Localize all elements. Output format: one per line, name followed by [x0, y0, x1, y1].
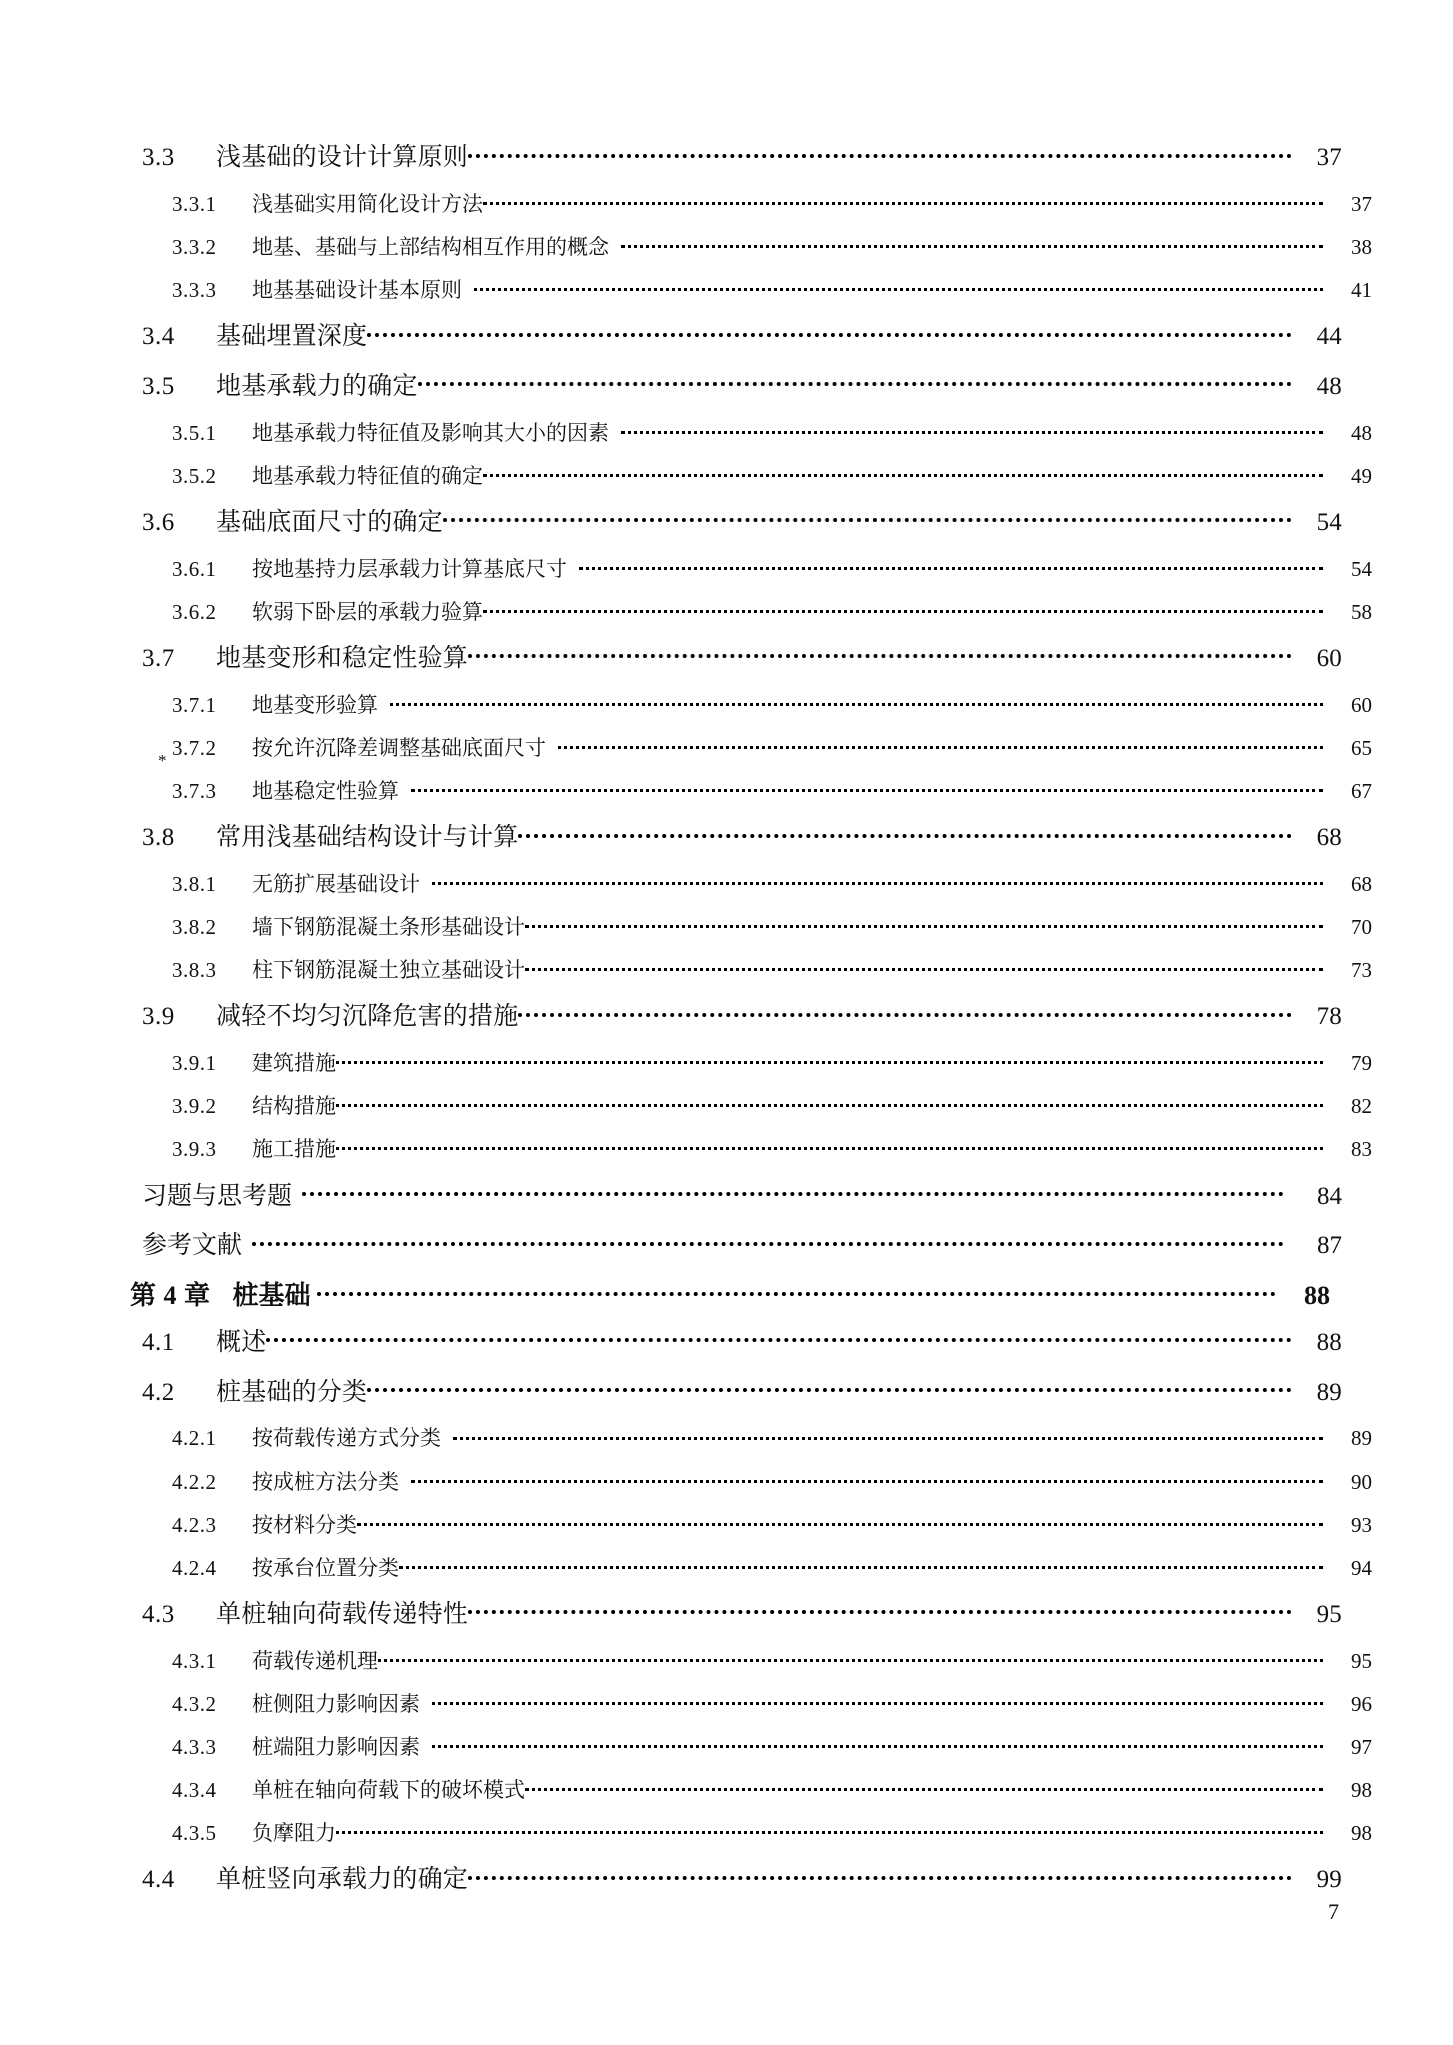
toc-leader-dots: [317, 1278, 1276, 1304]
toc-entry[interactable]: [172, 419, 1372, 445]
toc-entry-page-number: 38: [1351, 234, 1372, 259]
toc-entry-number-text: 3.4: [142, 323, 175, 351]
toc-entry-number-text: 4.2.1: [172, 1426, 217, 1451]
toc-entry-page-number: 67: [1351, 779, 1372, 804]
toc-entry-page-number: 94: [1351, 1555, 1372, 1580]
toc-entry-number: [142, 373, 190, 402]
toc-entry-number-text: 3.8.3: [172, 958, 217, 983]
toc-entry-number: [142, 323, 190, 352]
toc-entry-number: [172, 557, 234, 581]
toc-entry-number-text: 3.8: [142, 824, 175, 852]
toc-entry-number: [172, 1094, 234, 1118]
toc-entry-page-number: 70: [1351, 915, 1372, 940]
toc-entry[interactable]: [142, 140, 1342, 173]
toc-entry[interactable]: [172, 691, 1372, 717]
toc-entry-number: [130, 1281, 211, 1311]
toc-leader-dots: [336, 1092, 1323, 1113]
toc-entry-page-number: 88: [1304, 1281, 1330, 1310]
toc-entry-number: [172, 600, 234, 624]
toc-entry-title: 习题与思考题: [142, 1182, 293, 1210]
toc-entry-title: 按承台位置分类: [252, 1555, 399, 1580]
toc-entry-title: 荷载传递机理: [252, 1648, 378, 1673]
toc-entry-page-number: 84: [1317, 1182, 1342, 1210]
toc-entry-page-number: 98: [1351, 1821, 1372, 1846]
toc-leader-dots: [336, 1819, 1323, 1840]
toc-entry[interactable]: [172, 233, 1372, 259]
toc-leader-dots: [390, 691, 1323, 712]
toc-entry-number: [172, 1778, 234, 1802]
toc-entry-number: * 3.7.2: [158, 735, 217, 770]
toc-entry-number: [142, 509, 190, 538]
toc-leader-dots: [378, 1647, 1323, 1668]
toc-entry-title: 桩基础: [232, 1281, 311, 1310]
toc-entry-number: [172, 1556, 234, 1580]
toc-entry[interactable]: [142, 999, 1342, 1032]
toc-entry-title: 基础埋置深度: [216, 323, 368, 351]
toc-entry-page-number: 37: [1351, 191, 1372, 216]
toc-entry[interactable]: [142, 1228, 1342, 1261]
toc-entry-page-number: 60: [1351, 692, 1372, 717]
toc-leader-dots: [518, 820, 1292, 845]
toc-leader-dots: [367, 319, 1292, 344]
toc-entry-number-text: 4.3.5: [172, 1821, 217, 1846]
toc-entry[interactable]: [142, 319, 1342, 352]
toc-entry[interactable]: [172, 598, 1372, 624]
toc-entry-number: [172, 1735, 234, 1759]
toc-entry-number-text: 3.5.2: [172, 463, 217, 488]
toc-entry-number-text: 3.9: [142, 1003, 175, 1031]
toc-entry-number: [142, 645, 190, 674]
toc-entry-title: 按成桩方法分类: [252, 1469, 399, 1494]
toc-entry-page-number: 93: [1351, 1512, 1372, 1537]
toc-entry[interactable]: [172, 777, 1372, 803]
toc-entry-page-number: 95: [1351, 1648, 1372, 1673]
toc-entry-title: 单桩轴向荷载传递特性: [216, 1600, 469, 1628]
toc-entry-page-number: 89: [1351, 1426, 1372, 1451]
toc-entry-page-number: 88: [1316, 1328, 1342, 1356]
toc-entry-number-text: 3.6.2: [172, 599, 217, 624]
toc-entry-number-text: 3.8.2: [172, 915, 217, 940]
toc-entry-page-number: 54: [1316, 508, 1342, 536]
toc-entry-title: 按材料分类: [252, 1512, 357, 1537]
toc-entry[interactable]: [172, 1776, 1372, 1802]
toc-entry-page-number: 82: [1351, 1094, 1372, 1119]
toc-entry[interactable]: [172, 1135, 1372, 1161]
toc-entry[interactable]: [172, 956, 1372, 982]
toc-entry-number-text: 3.6: [142, 508, 175, 536]
toc-entry[interactable]: [142, 1597, 1342, 1630]
toc-entry[interactable]: [172, 1468, 1372, 1494]
toc-entry-number-text: 3.9.2: [172, 1094, 217, 1119]
toc-leader-dots: [411, 1468, 1323, 1489]
toc-entry-number-text: 3.3.1: [172, 191, 217, 216]
toc-entry-number-text: 3.8.1: [172, 871, 217, 896]
toc-entry-number: [172, 958, 234, 982]
toc-leader-dots: [483, 598, 1323, 619]
toc-entry[interactable]: [172, 1819, 1372, 1845]
toc-entry-title: 地基承载力特征值及影响其大小的因素: [252, 420, 609, 445]
toc-entry-title: 地基变形和稳定性验算: [216, 644, 469, 672]
toc-leader-dots: [453, 1424, 1323, 1445]
toc-entry-number: [172, 192, 234, 216]
toc-leader-dots: [483, 462, 1323, 483]
toc-entry-page-number: 96: [1351, 1691, 1372, 1716]
toc-entry-title: 常用浅基础结构设计与计算: [216, 824, 519, 852]
toc-entry[interactable]: [172, 870, 1372, 896]
toc-entry-title: 柱下钢筋混凝土独立基础设计: [252, 958, 525, 983]
toc-entry-number-text: 3.3.3: [172, 278, 217, 303]
toc-leader-dots: [483, 190, 1323, 211]
toc-entry-page-number: 37: [1316, 144, 1342, 171]
page-number-footer: 7: [1328, 1899, 1339, 1924]
toc-entry-page-number: 99: [1316, 1866, 1342, 1894]
toc-leader-dots: [621, 419, 1323, 440]
toc-entry-title: 单桩在轴向荷载下的破坏模式: [252, 1778, 525, 1803]
toc-leader-dots: [558, 734, 1323, 755]
toc-entry-title: 地基稳定性验算: [252, 779, 399, 804]
toc-leader-dots: [432, 1690, 1323, 1711]
toc-entry-number: [172, 779, 234, 803]
toc-entry-page-number: 54: [1351, 556, 1372, 581]
toc-entry-number: [142, 1866, 190, 1895]
toc-entry[interactable]: [172, 276, 1372, 302]
toc-entry-number: [172, 1649, 234, 1673]
toc-entry[interactable]: [142, 369, 1342, 402]
toc-entry-page-number: 48: [1351, 420, 1372, 445]
toc-entry[interactable]: [142, 1325, 1342, 1358]
toc-entry-number-text: 3.7.1: [172, 692, 217, 717]
toc-entry[interactable]: [172, 1511, 1372, 1537]
toc-entry-number: [142, 1379, 190, 1408]
toc-leader-dots: [443, 505, 1292, 530]
toc-entry-title: 浅基础的设计计算原则: [216, 144, 469, 171]
toc-entry-page-number: 89: [1316, 1378, 1342, 1406]
toc-entry-number: [172, 1513, 234, 1537]
toc-entry-title: 负摩阻力: [252, 1821, 336, 1846]
toc-entry-number: [142, 144, 190, 173]
toc-entry-number-text: 3.3: [142, 144, 175, 171]
toc-leader-dots: [399, 1554, 1323, 1575]
toc-leader-dots: [357, 1511, 1323, 1532]
toc-entry-number: [172, 1692, 234, 1716]
toc-entry-number-text: 3.5: [142, 372, 175, 400]
toc-entry[interactable]: [130, 1278, 1330, 1311]
toc-leader-dots: [621, 233, 1323, 254]
toc-leader-dots: [474, 276, 1323, 297]
toc-entry-number-text: 4.3.3: [172, 1734, 217, 1759]
toc-entry-number-text: 4.2.4: [172, 1555, 217, 1580]
toc-entry-number-text: 4.2.3: [172, 1512, 217, 1537]
toc-entry[interactable]: [142, 1862, 1342, 1895]
toc-leader-dots: [432, 1733, 1323, 1754]
toc-entry-number: [172, 1051, 234, 1075]
toc-entry-number: [172, 872, 234, 896]
toc-entry-number-text: 4.2: [142, 1378, 175, 1406]
toc-entry-number: [172, 915, 234, 939]
toc-entry-page-number: 60: [1316, 644, 1342, 672]
toc-entry-number: [142, 1601, 190, 1630]
toc-entry[interactable]: [142, 505, 1342, 538]
toc-entry-title: 按允许沉降差调整基础底面尺寸: [252, 735, 546, 760]
toc-entry-title: 桩端阻力影响因素: [252, 1734, 420, 1759]
toc-entry[interactable]: [158, 734, 1372, 770]
toc-entry[interactable]: [172, 1690, 1372, 1716]
toc-leader-dots: [411, 777, 1323, 798]
toc-entry-number-text: 4.3.4: [172, 1778, 217, 1803]
toc-entry[interactable]: [172, 913, 1372, 939]
toc-leader-dots: [336, 1049, 1323, 1070]
toc-entry-title: 浅基础实用简化设计方法: [252, 191, 483, 216]
toc-entry-number: [172, 464, 234, 488]
toc-entry[interactable]: [172, 1049, 1372, 1075]
toc-entry-title: 单桩竖向承载力的确定: [216, 1866, 469, 1894]
toc-entry-number-text: 3.9.3: [172, 1137, 217, 1162]
toc-entry-title: 按荷载传递方式分类: [252, 1426, 441, 1451]
toc-entry[interactable]: [172, 1092, 1372, 1118]
toc-entry-page-number: 98: [1351, 1778, 1372, 1803]
toc-entry-page-number: 90: [1351, 1469, 1372, 1494]
toc-entry-title: 参考文献: [142, 1232, 243, 1260]
toc-leader-dots: [579, 555, 1323, 576]
toc-entry-title: 墙下钢筋混凝土条形基础设计: [252, 915, 525, 940]
toc-entry-page-number: 78: [1316, 1003, 1342, 1031]
toc-leader-dots: [525, 913, 1323, 934]
toc-entry-number: [172, 1821, 234, 1845]
toc-entry[interactable]: [142, 820, 1342, 853]
toc-entry-page-number: 44: [1316, 323, 1342, 351]
toc-entry-page-number: 58: [1351, 599, 1372, 624]
toc-entry-title: 地基变形验算: [252, 692, 378, 717]
toc-leader-dots: [468, 1597, 1292, 1622]
toc-leader-dots: [367, 1375, 1292, 1400]
toc-entry-title: 桩基础的分类: [216, 1378, 368, 1406]
toc-entry-number-text: 3.9.1: [172, 1051, 217, 1076]
toc-entry-title: 地基基础设计基本原则: [252, 278, 462, 303]
toc-entry-number: [142, 1003, 190, 1032]
toc-entry-number-text: 3.3.2: [172, 234, 217, 259]
table-of-contents: [130, 140, 1372, 1912]
toc-entry-title: 地基、基础与上部结构相互作用的概念: [252, 234, 609, 259]
toc-entry-page-number: 65: [1351, 735, 1372, 760]
toc-entry[interactable]: [172, 1647, 1372, 1673]
toc-entry[interactable]: [172, 1554, 1372, 1580]
toc-leader-dots: [525, 956, 1323, 977]
toc-leader-dots: [518, 999, 1292, 1024]
toc-entry[interactable]: [172, 1733, 1372, 1759]
toc-entry-number-text: 4.3.1: [172, 1648, 217, 1673]
toc-entry-title: 基础底面尺寸的确定: [216, 508, 443, 536]
toc-entry-page-number: 48: [1316, 372, 1342, 400]
toc-entry-number-text: 4.3: [142, 1600, 175, 1628]
toc-entry[interactable]: [172, 1424, 1372, 1450]
toc-entry-number: [142, 1329, 190, 1358]
toc-entry-title: 软弱下卧层的承载力验算: [252, 599, 483, 624]
toc-leader-dots: [525, 1776, 1323, 1797]
toc-entry-title: 概述: [216, 1328, 267, 1356]
toc-entry-number-text: 4.1: [142, 1328, 175, 1356]
toc-entry-number-text: 4.4: [142, 1866, 175, 1894]
toc-entry-title: 桩侧阻力影响因素: [252, 1691, 420, 1716]
toc-entry-number: [172, 1137, 234, 1161]
toc-entry-title: 地基承载力的确定: [216, 372, 418, 400]
toc-entry-page-number: 83: [1351, 1137, 1372, 1162]
toc-entry-page-number: 95: [1316, 1600, 1342, 1628]
toc-entry-title: 减轻不均匀沉降危害的措施: [216, 1003, 519, 1031]
toc-entry-title: 结构措施: [252, 1094, 336, 1119]
toc-entry-number-text: 3.7.3: [172, 779, 217, 804]
toc-entry-number-text: 3.7.2: [172, 735, 217, 760]
toc-entry[interactable]: [172, 462, 1372, 488]
toc-entry-page-number: 87: [1317, 1232, 1342, 1260]
toc-entry-title: 按地基持力层承载力计算基底尺寸: [252, 556, 567, 581]
toc-entry-number-text: 3.7: [142, 644, 175, 672]
toc-entry-number: [172, 278, 234, 302]
toc-entry-page-number: 73: [1351, 958, 1372, 983]
toc-entry[interactable]: [142, 641, 1342, 674]
toc-leader-dots: [266, 1325, 1292, 1350]
toc-entry-number: [172, 1426, 234, 1450]
toc-entry-number-text: 3.5.1: [172, 420, 217, 445]
toc-entry-page-number: 68: [1316, 824, 1342, 852]
toc-leader-dots: [302, 1179, 1284, 1204]
toc-leader-dots: [418, 369, 1292, 394]
toc-entry[interactable]: [172, 190, 1372, 216]
toc-leader-dots: [252, 1228, 1284, 1253]
toc-entry-title: 地基承载力特征值的确定: [252, 463, 483, 488]
toc-entry-number: [142, 824, 190, 853]
toc-entry-number: [172, 693, 234, 717]
toc-entry-page-number: 97: [1351, 1734, 1372, 1759]
toc-leader-dots: [336, 1135, 1323, 1156]
toc-leader-dots: [432, 870, 1323, 891]
toc-entry-page-number: 68: [1351, 871, 1372, 896]
toc-entry-title: 施工措施: [252, 1137, 336, 1162]
toc-leader-dots: [468, 1862, 1292, 1887]
toc-leader-dots: [468, 140, 1292, 165]
toc-entry-number: [172, 421, 234, 445]
toc-entry-number-text: 3.6.1: [172, 556, 217, 581]
toc-entry-number: [172, 235, 234, 259]
toc-entry-number: [172, 1470, 234, 1494]
toc-entry-page-number: 49: [1351, 463, 1372, 488]
toc-entry[interactable]: [142, 1375, 1342, 1408]
toc-entry-number-text: 4.2.2: [172, 1469, 217, 1494]
toc-entry-page-number: 79: [1351, 1051, 1372, 1076]
toc-entry[interactable]: [142, 1179, 1342, 1212]
toc-entry-number-text: 4.3.2: [172, 1691, 217, 1716]
toc-entry-title: 无筋扩展基础设计: [252, 871, 420, 896]
toc-entry-title: 建筑措施: [252, 1051, 336, 1076]
toc-entry[interactable]: [172, 555, 1372, 581]
toc-leader-dots: [468, 641, 1292, 666]
toc-entry-page-number: 41: [1351, 278, 1372, 303]
toc-entry-number-text: 第 4 章: [130, 1281, 211, 1310]
